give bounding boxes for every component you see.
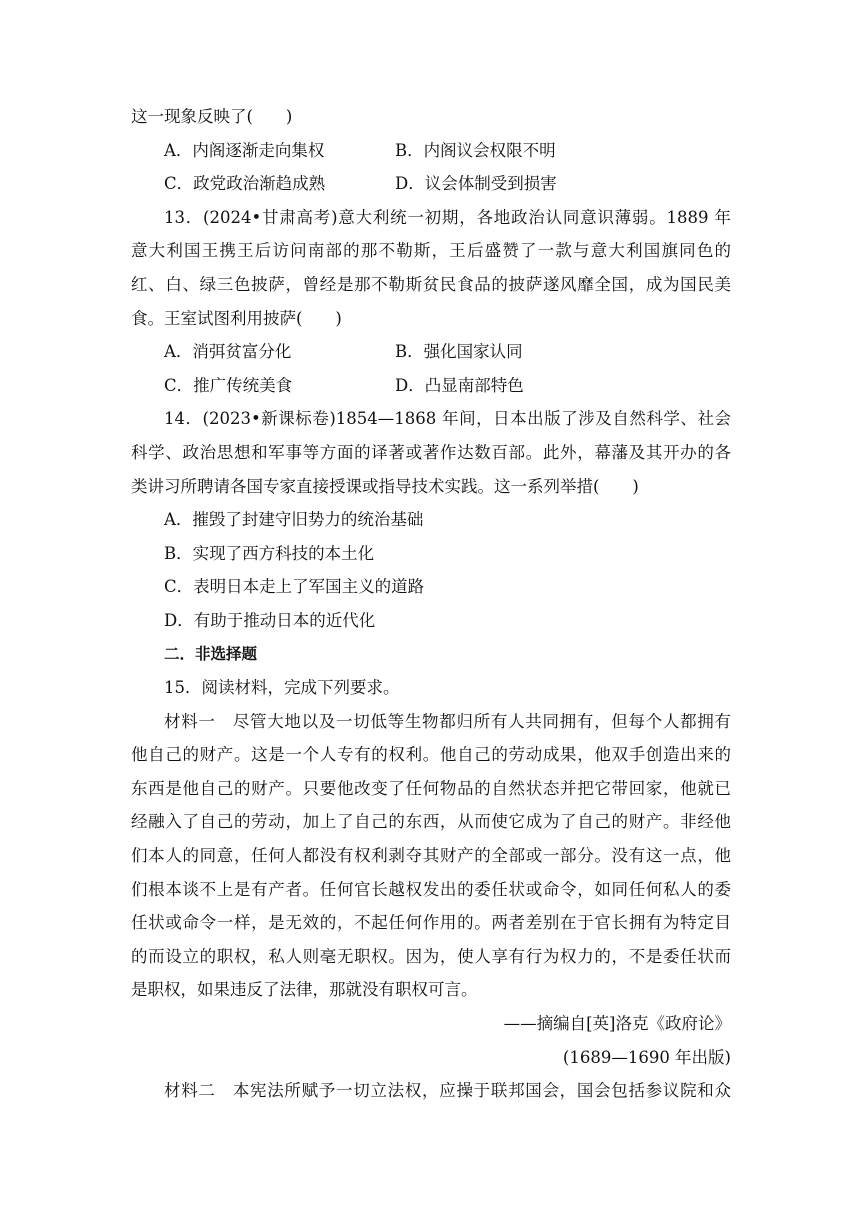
q15-material1-line-5: 们本人的同意，任何人都没有权利剥夺其财产的全部或一部分。没有这一点，他	[131, 846, 731, 866]
q15-material1-source: ——摘编自[英]洛克《政府论》	[503, 1014, 731, 1034]
q14-stem-line-2: 科学、政治思想和军事等方面的译著或著作达数百部。此外，幕藩及其开办的各	[131, 442, 731, 462]
q15-material1-line-9: 是职权，如果违反了法律，那就没有职权可言。	[131, 980, 478, 1000]
q13-option-b: B．强化国家认同	[395, 342, 523, 362]
q13-option-a: A．消弭贫富分化	[164, 342, 292, 362]
q15-material1-line-8: 的而设立的职权，私人则毫无职权。因为，使人享有行为权力的，不是委任状而	[131, 946, 731, 966]
q12-option-c: C．政党政治渐趋成熟	[164, 174, 326, 194]
q15-material1-line-2: 他自己的财产。这是一个人专有的权利。他自己的劳动成果，他双手创造出来的	[131, 745, 731, 765]
q15-stem: 15．阅读材料，完成下列要求。	[164, 678, 400, 698]
q14-stem-line-3: 类讲习所聘请各国专家直接授课或指导技术实践。这一系列举措( )	[131, 476, 639, 496]
q14-option-c: C．表明日本走上了军国主义的道路	[164, 577, 425, 597]
q13-stem-line-4: 食。王室试图利用披萨( )	[131, 308, 342, 328]
q15-material1-line-1: 材料一 尽管大地以及一切低等生物都归所有人共同拥有，但每个人都拥有	[164, 711, 731, 731]
q13-options-row-2	[131, 369, 731, 403]
q14-option-b: B．实现了西方科技的本土化	[164, 543, 375, 563]
q13-option-c: C．推广传统美食	[164, 375, 293, 395]
q12-option-d: D．议会体制受到损害	[395, 174, 557, 194]
q14-stem-line-1: 14．(2023•新课标卷)1854—1868 年间，日本出版了涉及自然科学、社会	[164, 409, 731, 429]
q12-option-a: A．内阁逐渐走向集权	[164, 140, 325, 160]
q12-stem-tail: 这一现象反映了( )	[131, 107, 293, 126]
q12-options-row-1	[131, 134, 731, 168]
q15-material1-line-4: 经融入了自己的劳动，加上了自己的东西，从而使它成为了自己的财产。非经他	[131, 812, 731, 832]
q15-material1-line-6: 们根本谈不上是有产者。任何官长越权发出的委任状或命令，如同任何私人的委	[131, 879, 731, 899]
q15-material1-line-7: 任状或命令一样，是无效的，不起任何作用的。两者差别在于官长拥有为特定目	[131, 913, 731, 933]
exam-page	[131, 100, 731, 1108]
q15-material1-line-3: 东西是他自己的财产。只要他改变了任何物品的自然状态并把它带回家，他就已	[131, 778, 731, 798]
q15-material1-date: (1689—1690 年出版)	[562, 1047, 731, 1067]
q13-stem-line-2: 意大利国王携王后访问南部的那不勒斯，王后盛赞了一款与意大利国旗同色的	[131, 241, 731, 261]
q13-options-row-1	[131, 335, 731, 369]
q13-stem-line-3: 红、白、绿三色披萨，曾经是那不勒斯贫民食品的披萨遂风靡全国，成为国民美	[131, 274, 731, 294]
q12-options-row-2	[131, 167, 731, 201]
q15-material2-line-1: 材料二 本宪法所赋予一切立法权，应操于联邦国会，国会包括参议院和众	[164, 1081, 731, 1101]
q13-option-d: D．凸显南部特色	[395, 375, 524, 395]
q12-option-b: B．内阁议会权限不明	[395, 140, 556, 160]
section-title: 二．非选择题	[164, 644, 258, 663]
q13-stem-line-1: 13．(2024•甘肃高考)意大利统一初期，各地政治认同意识薄弱。1889 年	[164, 207, 731, 227]
q14-option-a: A．摧毁了封建守旧势力的统治基础	[164, 510, 424, 530]
q14-option-d: D．有助于推动日本的近代化	[164, 610, 376, 630]
